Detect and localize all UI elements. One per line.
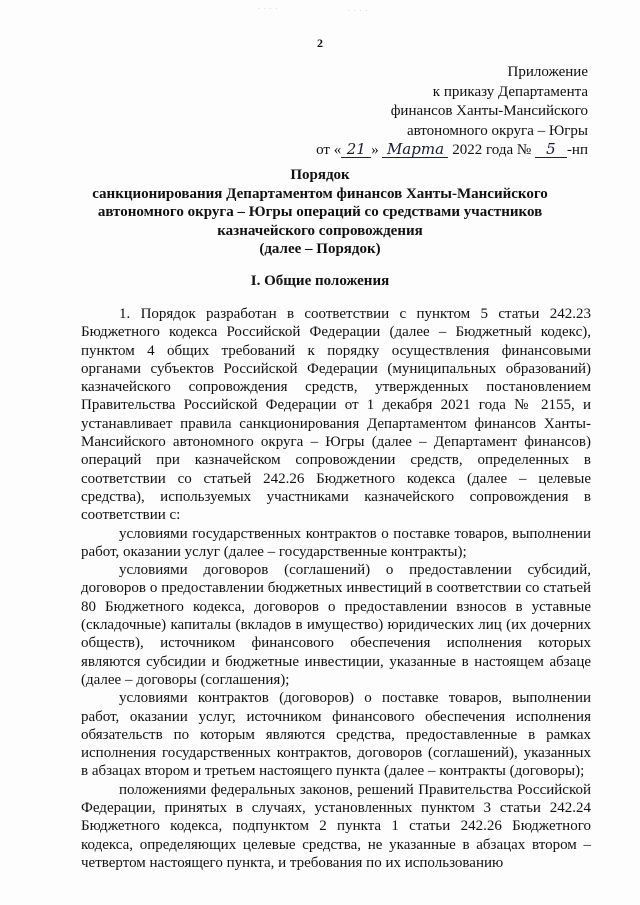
appendix-date-line [316, 141, 588, 161]
date-day-suffix: » [371, 142, 379, 158]
paragraph: положениями федеральных законов, решений Правительства Российской Федерации, принятых в случаях, установленных пунктом 3 статьи 242.24 Бюджетного кодекса, подпунктом 2 пункта 1 статьи 242.26 Бюджетного кодекса, определяющих целевые средства, не указанные в абзацах втором – четвертом настоящего пункта, и требования по их использованию [81, 781, 591, 871]
appendix-line: финансов Ханты-Мансийского [390, 103, 588, 119]
order-number-suffix: -нп [566, 142, 588, 158]
body-text [81, 305, 591, 872]
title-line: Порядок [290, 167, 350, 183]
appendix-header [316, 63, 588, 161]
paragraph: условиями контрактов (договоров) о поставке товаров, выполнении работ, оказании услуг, источником финансового обеспечения исполнения обязательств по которым являются средства, предоставленные в рамках исполнения государственных контрактов, договоров (соглашений), указанных в абзацах втором и третьем настоящего пункта (далее – контракты (договоры); [81, 690, 591, 780]
title-line: казначейского сопровождения [217, 222, 423, 239]
appendix-line: Приложение [507, 64, 588, 80]
page-number: 2 [317, 36, 323, 50]
section-heading: I. Общие положения [250, 273, 390, 289]
document-title [0, 166, 640, 259]
title-line: (далее – Порядок) [259, 241, 381, 257]
handwritten-order-number: 5 [535, 142, 567, 158]
title-line: автономного округа – Югры операций со средствами участников [97, 204, 543, 220]
title-line: санкционирования Департаментом финансов Ханты-Мансийского [92, 185, 548, 202]
scan-noise: · · · · [258, 6, 279, 13]
paragraph: условиями государственных контрактов о поставке товаров, выполнении работ, оказании услуг (далее – государственные контракты); [81, 525, 591, 560]
date-year: 2022 года № [452, 142, 532, 158]
scan-noise: · · · · [348, 8, 369, 15]
date-prefix: от « [316, 142, 342, 158]
handwritten-day: 21 [341, 142, 371, 158]
paragraph: 1. Порядок разработан в соответствии с пунктом 5 статьи 242.23 Бюджетного кодекса Российской Федерации (далее – Бюджетный кодекс), пунктом 4 общих требований к порядку осуществления финансовыми органами субъектов Российской Федерации (муниципальных образований) казначейского сопровождения средств, утвержденных постановлением Правительства Российской Федерации от 1 декабря 2021 года № 2155, и устанавливает правила санкционирования Департаментом финансов Ханты-Мансийского автономного округа – Югры (далее – Департамент финансов) операций при казначейском сопровождении средств, определенных в соответствии со статьей 242.26 Бюджетного кодекса (далее – целевые средства), используемых участниками казначейского сопровождения в соответствии с: [81, 306, 591, 524]
handwritten-month: Марта [382, 142, 448, 158]
paragraph: условиями договоров (соглашений) о предоставлении субсидий, договоров о предоставлении бюджетных инвестиций в соответствии со статьей 80 Бюджетного кодекса, договоров о предоставлении взносов в уставные (складочные) капиталы (вкладов в имущество) юридических лиц (их дочерних обществ), источником финансового обеспечения исполнения которых являются субсидии и бюджетные инвестиции, указанные в настоящем абзаце (далее – договоры (соглашения); [81, 562, 591, 688]
appendix-line: автономного округа – Югры [406, 122, 588, 139]
appendix-line: к приказу Департамента [432, 83, 588, 100]
